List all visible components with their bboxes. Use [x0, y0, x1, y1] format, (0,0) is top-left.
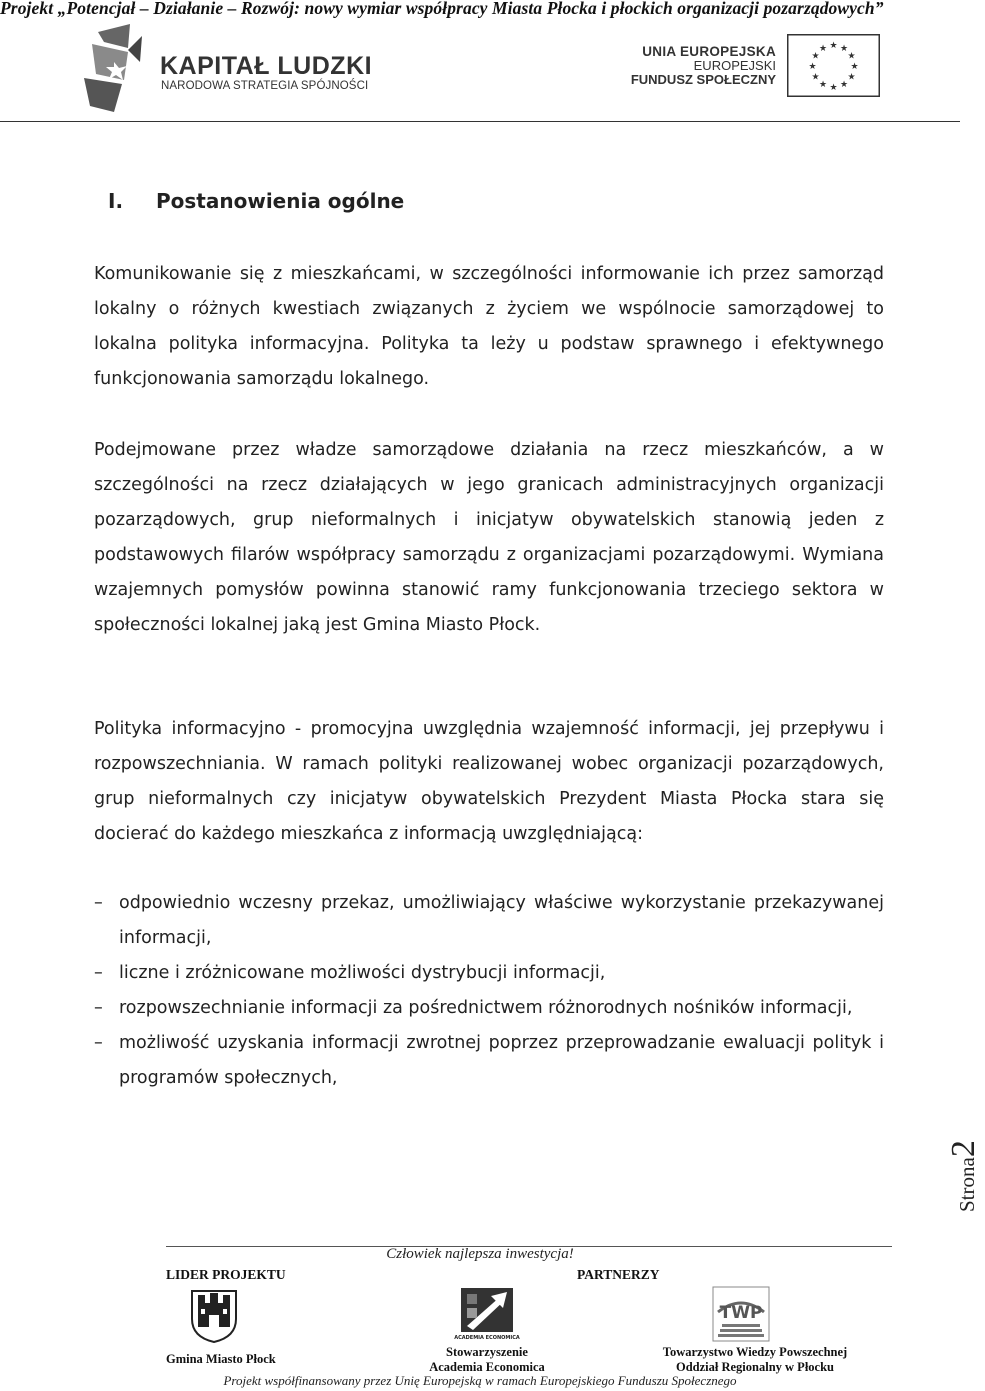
list-item	[94, 956, 884, 991]
svg-text:★: ★	[808, 62, 817, 72]
list-item	[94, 886, 884, 956]
partner-twp-line-2: Oddział Regionalny w Płocku	[675, 1360, 834, 1374]
bullet-list	[94, 886, 884, 1096]
svg-text:★: ★	[829, 41, 838, 51]
svg-text:★: ★	[818, 44, 828, 54]
svg-text:★: ★	[829, 83, 838, 93]
eu-flag-icon	[787, 34, 880, 97]
section-title: Postanowienia ogólne	[156, 189, 405, 213]
svg-text:TWP: TWP	[719, 1303, 763, 1323]
dash-marker: –	[94, 893, 103, 913]
partnerzy-label: PARTNERZY	[577, 1267, 660, 1282]
svg-text:★: ★	[818, 80, 828, 90]
page-number-value: 2	[945, 1140, 982, 1158]
list-item-text: możliwość uzyskania informacji zwrotnej poprzez przeprowadzanie ewaluacji polityk i programów społecznych,	[119, 1033, 884, 1088]
page-number	[945, 1072, 985, 1212]
eu-text-block	[631, 44, 776, 87]
eu-line-2: EUROPEJSKI	[693, 58, 776, 73]
list-item-text: liczne i zróżnicowane możliwości dystrybucji informacji,	[119, 963, 606, 983]
section-heading	[108, 189, 404, 213]
lider-name: Gmina Miasto Płock	[166, 1352, 276, 1366]
page-label: Strona	[955, 1157, 979, 1212]
paragraph-3: Polityka informacyjno - promocyjna uwzględnia wzajemność informacji, jej przepływu i rozpowszechniania. W ramach polityki realizowanej wobec organizacji pozarządowych, grup nieformalnych czy inicjatyw obywatelskich Prezydent Miasta Płocka stara się docierać do każdego mieszkańca z informacją uwzględniającą:	[94, 719, 884, 844]
cofinance-note: Projekt współfinansowany przez Unię Europejską w ramach Europejskiego Funduszu Społecznego	[223, 1373, 737, 1388]
partner-twp	[660, 1345, 850, 1375]
header-divider	[0, 121, 960, 122]
dash-marker: –	[94, 998, 103, 1018]
academia-logo-text: ACADEMIA ECONOMICA	[454, 1335, 520, 1341]
svg-text:★: ★	[811, 72, 820, 83]
kapital-ludzki-title: KAPITAŁ LUDZKI	[160, 52, 373, 80]
dash-marker: –	[94, 1033, 103, 1053]
partner-academia-line-1: Stowarzyszenie	[446, 1345, 528, 1359]
list-item-text: rozpowszechnianie informacji za pośrednictwem różnorodnych nośników informacji,	[119, 998, 853, 1018]
svg-text:★: ★	[811, 51, 820, 62]
list-item	[94, 1026, 884, 1096]
paragraph-1: Komunikowanie się z mieszkańcami, w szczególności informowanie ich przez samorząd lokalny o różnych kwestiach związanych z życiem we wspólnocie samorządowej to lokalna polityka informacyjna. Polityka ta leży u podstaw sprawnego i efektywnego funkcjonowania samorządu lokalnego.	[94, 264, 884, 389]
lider-label: LIDER PROJEKTU	[166, 1267, 286, 1282]
section-number: I.	[108, 189, 124, 213]
svg-text:★: ★	[839, 80, 849, 90]
eu-line-3: FUNDUSZ SPOŁECZNY	[630, 72, 776, 87]
svg-text:★: ★	[847, 72, 856, 83]
footer-slogan: Człowiek najlepsza inwestycja!	[386, 1246, 574, 1262]
academia-economica-logo	[454, 1288, 520, 1341]
running-header: Projekt „Potencjał – Działanie – Rozwój: nowy wymiar współpracy Miasta Płocka i płockich organizacji pozarządowych”	[0, 0, 884, 18]
eu-line-1: UNIA EUROPEJSKA	[642, 44, 776, 59]
paragraph-2: Podejmowane przez władze samorządowe działania na rzecz mieszkańców, a w szczególności na rzecz działających w jego granicach administracyjnych organizacji pozarządowych, grup nieformalnych i inicjatyw obywatelskich stanowią jeden z podstawowych filarów współpracy samorządu z organizacjami pozarządowymi. Wymiana wzajemnych pomysłów powinna stanowić ramy funkcjonowania trzeciego sektora w społeczności lokalnej jaką jest Gmina Miasto Płock.	[94, 440, 884, 635]
list-item-text: odpowiednio wczesny przekaz, umożliwiający właściwe wykorzystanie przekazywanej informacji,	[119, 893, 884, 948]
svg-text:★: ★	[850, 62, 859, 72]
partner-twp-line-1: Towarzystwo Wiedzy Powszechnej	[662, 1345, 848, 1359]
svg-text:★: ★	[847, 51, 856, 62]
partner-academia	[412, 1345, 562, 1375]
svg-text:★: ★	[839, 44, 849, 54]
kapital-ludzki-subtitle: NARODOWA STRATEGIA SPÓJNOŚCI	[161, 80, 369, 92]
list-item	[94, 991, 884, 1026]
twp-logo	[712, 1286, 770, 1342]
partner-academia-line-2: Academia Economica	[429, 1360, 545, 1374]
plock-crest-icon	[190, 1285, 238, 1343]
dash-marker: –	[94, 963, 103, 983]
